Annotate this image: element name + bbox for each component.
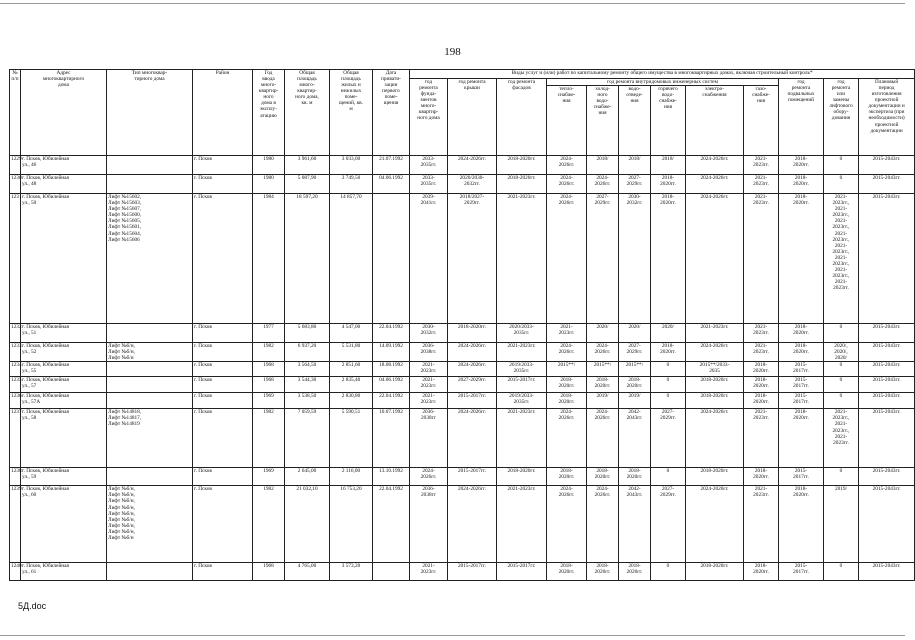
cell-hot-water: 2027- 2029гг. [651, 409, 686, 468]
cell-heat: 2024- 2026гг. [547, 409, 587, 468]
cell-foundation: 2024- 2026гг. [410, 468, 448, 486]
cell-facade: 2018-2020гг. [497, 156, 547, 175]
cell-address: г. Псков, Юбилейная ул., 57А [21, 393, 107, 409]
cell-res-area: 14 857,70 [330, 194, 373, 324]
cell-number: 1232 [10, 324, 21, 343]
cell-elevator: 0 [824, 156, 859, 175]
cell-foundation: 2030- 2032гг. [410, 324, 448, 343]
col-no-header: № п/п [10, 70, 21, 156]
table-row [10, 409, 915, 468]
cell-year: 1968 [253, 362, 285, 377]
cell-electric: 2024-2026гг. [686, 194, 744, 324]
col-heat-header: тепло- снабже- ния [547, 86, 587, 156]
col-privat-date-header: Дата привати- зации первого поме- щения [373, 70, 410, 156]
cell-elevator: 2021- 2023гг., 2021- 2023гг., 2021- 2023гг. [824, 409, 859, 468]
cell-gas: 2021- 2023гг. [744, 343, 779, 362]
cell-privat-date [373, 194, 410, 324]
cell-foundation: 2021- 2023гг. [410, 362, 448, 377]
cell-number: 1238 [10, 468, 21, 486]
cell-cold-water: 2018- 2020гг. [587, 563, 619, 581]
cell-year: 1977 [253, 324, 285, 343]
cell-total-area: 3 961,60 [285, 156, 330, 175]
cell-address: г. Псков, Юбилейная ул., 60 [21, 486, 107, 563]
cell-foundation: 2036- 2038гг [410, 486, 448, 563]
cell-house-type [107, 393, 193, 409]
cell-facade: 2015-2017гг. [497, 563, 547, 581]
cell-res-area: 2 116,00 [330, 468, 373, 486]
cell-drainage: 2027- 2029гг. [619, 343, 651, 362]
cell-hot-water: 0 [651, 393, 686, 409]
cell-house-type [107, 324, 193, 343]
cell-year: 1982 [253, 343, 285, 362]
cell-drainage: 2015**/ [619, 362, 651, 377]
cell-house-type: Лифт №15602, Лифт №15603, Лифт №15607, Лифт №15600, Лифт №15605, Лифт №15601, Лифт №15604, Лифт №15606 [107, 194, 193, 324]
cell-facade: 2021-2023гг. [497, 486, 547, 563]
cell-number: 1239 [10, 486, 21, 563]
cell-address: г. Псков, Юбилейная ул., 46 [21, 156, 107, 175]
cell-year: 1982 [253, 486, 285, 563]
cell-electric: 2024-2026гг. [686, 343, 744, 362]
cell-planned: 2015-2043гг. [859, 324, 915, 343]
cell-roof: 2020/2030- 2032гг. [448, 175, 497, 194]
table-row [10, 362, 915, 377]
cell-res-area: 3 749,50 [330, 175, 373, 194]
cell-heat: 2024- 2026гг. [547, 343, 587, 362]
cell-privat-date [373, 563, 410, 581]
cell-year: 1980 [253, 156, 285, 175]
cell-planned: 2015-2043гг. [859, 486, 915, 563]
systems-group-header: год ремонта внутридомовых инженерных систем [547, 79, 779, 86]
cell-electric: 2015**/2033- 2035 [686, 362, 744, 377]
cell-basement: 2018- 2020гг. [779, 486, 824, 563]
cell-electric: 2024-2026гг. [686, 156, 744, 175]
cell-basement: 2015- 2017гг. [779, 377, 824, 393]
cell-cold-water: 2027- 2029гг. [587, 194, 619, 324]
cell-cold-water: 2024- 2026гг. [587, 486, 619, 563]
capital-repair-table [9, 69, 915, 581]
cell-gas: 2021- 2023гг. [744, 194, 779, 324]
cell-district: г. Псков [193, 377, 253, 393]
cell-planned: 2015-2043гг. [859, 194, 915, 324]
cell-house-type [107, 563, 193, 581]
cell-cold-water: 2024- 2026гг. [587, 175, 619, 194]
cell-electric: 2018-2020гг. [686, 563, 744, 581]
cell-hot-water: 2018- 2020гг. [651, 194, 686, 324]
col-gas-header: газо- снабже- ния [744, 86, 779, 156]
cell-res-area: 3 033,00 [330, 156, 373, 175]
cell-roof: 2024-2026гг. [448, 486, 497, 563]
col-planned-header: Плановый период изготовления проектной документации и экспертиза (при необходимости) проектной документации [859, 79, 915, 156]
cell-drainage: 2042- 2043гг. [619, 486, 651, 563]
cell-planned: 2015-2043гг. [859, 343, 915, 362]
col-cold-water-header: холод- ного водо- снабже- ния [587, 86, 619, 156]
cell-cold-water: 2024- 2026гг. [587, 409, 619, 468]
cell-basement: 2018- 2020гг. [779, 343, 824, 362]
cell-facade: 2018-2020гг. [497, 468, 547, 486]
cell-total-area: 21 032,10 [285, 486, 330, 563]
cell-number: 1235 [10, 377, 21, 393]
cell-planned: 2015-2043гг. [859, 362, 915, 377]
cell-total-area: 5 087,90 [285, 175, 330, 194]
col-foundation-header: год ремонта фунда- ментов много- квартир- ного дома [410, 79, 448, 156]
cell-total-area: 3 538,50 [285, 393, 330, 409]
cell-roof: 2024-2026гг. [448, 409, 497, 468]
cell-address: г. Псков, Юбилейная ул., 51 [21, 324, 107, 343]
cell-facade: 2021-2023гг. [497, 409, 547, 468]
table-row [10, 563, 915, 581]
cell-drainage: 2042- 2043гг. [619, 409, 651, 468]
cell-roof: 2015-2017гг. [448, 393, 497, 409]
cell-cold-water: 2019/ [587, 393, 619, 409]
cell-elevator: 0 [824, 175, 859, 194]
col-total-area-header: Общая площадь много- квартир- ного дома, кв. м [285, 70, 330, 156]
cell-address: г. Псков, Юбилейная ул., 55 [21, 362, 107, 377]
cell-cold-water: 2024- 2026гг. [587, 343, 619, 362]
cell-privat-date: 04.06.1992 [373, 175, 410, 194]
cell-privat-date: 21.07.1992 [373, 156, 410, 175]
cell-year: 1984 [253, 194, 285, 324]
cell-district: г. Псков [193, 175, 253, 194]
cell-house-type: Лифт №б/н, Лифт №б/н, Лифт №б/н [107, 343, 193, 362]
cell-district: г. Псков [193, 362, 253, 377]
cell-electric: 2024-2026гг. [686, 175, 744, 194]
cell-gas: 2021- 2023гг. [744, 324, 779, 343]
cell-number: 1237 [10, 409, 21, 468]
cell-drainage: 2018/ [619, 156, 651, 175]
table-row [10, 194, 915, 324]
cell-foundation: 2033- 2035гг. [410, 156, 448, 175]
cell-district: г. Псков [193, 343, 253, 362]
cell-year: 1980 [253, 175, 285, 194]
table-row [10, 156, 915, 175]
cell-roof: 2024-2026гг. [448, 156, 497, 175]
cell-gas: 2018- 2020гг. [744, 393, 779, 409]
cell-res-area: 5 531,80 [330, 343, 373, 362]
cell-res-area: 2 851,60 [330, 362, 373, 377]
cell-hot-water: 0 [651, 377, 686, 393]
cell-electric: 2018-2020гг. [686, 393, 744, 409]
col-house-type-header: Тип многоквар- тирного дома [107, 70, 193, 156]
cell-elevator: 0 [824, 468, 859, 486]
cell-facade: 2019/2033- 2035гг. [497, 393, 547, 409]
cell-total-area: 7 059,59 [285, 409, 330, 468]
cell-facade: 2015-2017гг. [497, 377, 547, 393]
cell-number: 1231 [10, 194, 21, 324]
cell-elevator: 0 [824, 362, 859, 377]
cell-district: г. Псков [193, 563, 253, 581]
cell-elevator: 2019/ [824, 486, 859, 563]
cell-address: г. Псков, Юбилейная ул., 50 [21, 194, 107, 324]
cell-hot-water: 2020/ [651, 324, 686, 343]
cell-privat-date: 04.06.1992 [373, 377, 410, 393]
cell-heat: 2024- 2026гг. [547, 486, 587, 563]
cell-facade: 2021-2023гг. [497, 343, 547, 362]
cell-foundation: 2039- 2041гг. [410, 194, 448, 324]
cell-hot-water: 0 [651, 468, 686, 486]
cell-hot-water: 2027- 2029гг. [651, 486, 686, 563]
cell-foundation: 2036- 2038гг [410, 409, 448, 468]
cell-total-area: 18 597,20 [285, 194, 330, 324]
cell-number: 1240 [10, 563, 21, 581]
cell-gas: 2021- 2023гг. [744, 156, 779, 175]
cell-elevator: 2020/, 2020/, 2020/ [824, 343, 859, 362]
cell-cold-water: 2020/ [587, 324, 619, 343]
cell-elevator: 0 [824, 563, 859, 581]
cell-foundation: 2021- 2023гг. [410, 563, 448, 581]
cell-address: г. Псков, Юбилейная ул., 61 [21, 563, 107, 581]
cell-heat: 2018- 2020гг. [547, 468, 587, 486]
cell-number: 1234 [10, 362, 21, 377]
cell-heat: 2018- 2020гг. [547, 377, 587, 393]
cell-heat: 2018- 2020гг. [547, 563, 587, 581]
cell-facade: 2018-2020гг. [497, 175, 547, 194]
cell-facade: 2019/2033- 2035гг. [497, 362, 547, 377]
cell-number: 1236 [10, 393, 21, 409]
cell-house-type [107, 377, 193, 393]
cell-roof: 2027-2029гг. [448, 377, 497, 393]
cell-year: 1982 [253, 409, 285, 468]
cell-year: 1968 [253, 563, 285, 581]
cell-privat-date: 22.04.1992 [373, 486, 410, 563]
works-group-header: Виды услуг и (или) работ по капитальному ремонту общего имущества в многоквартирных домах, включая строительный контроль* [410, 70, 915, 79]
cell-hot-water: 0 [651, 563, 686, 581]
table-row [10, 486, 915, 563]
table-row [10, 324, 915, 343]
cell-address: г. Псков, Юбилейная ул., 57 [21, 377, 107, 393]
col-res-area-header: Общая площадь жилых и нежилых поме- щений, кв. м [330, 70, 373, 156]
cell-district: г. Псков [193, 409, 253, 468]
cell-basement: 2015- 2017гг. [779, 563, 824, 581]
cell-cold-water: 2018- 2020гг. [587, 377, 619, 393]
col-facade-header: год ремонта фасадов [497, 79, 547, 156]
cell-res-area: 3 573,20 [330, 563, 373, 581]
table-row [10, 468, 915, 486]
cell-year: 1968 [253, 377, 285, 393]
cell-hot-water: 2018- 2020гг. [651, 175, 686, 194]
col-elevator-header: год ремонта или замены лифтового обору- дования [824, 79, 859, 156]
cell-res-area: 2 835,40 [330, 377, 373, 393]
table-body [10, 156, 915, 581]
cell-heat: 2021- 2023гг. [547, 324, 587, 343]
cell-gas: 2021- 2023гг. [744, 175, 779, 194]
cell-gas: 2021- 2023гг. [744, 486, 779, 563]
col-electric-header: электро- снабжения [686, 86, 744, 156]
cell-cold-water: 2018/ [587, 156, 619, 175]
cell-drainage: 2018- 2020гг. [619, 563, 651, 581]
cell-house-type [107, 156, 193, 175]
col-roof-header: год ремонта крыши [448, 79, 497, 156]
col-district-header: Район [193, 70, 253, 156]
cell-heat: 2024- 2026гг. [547, 156, 587, 175]
cell-number: 1230 [10, 175, 21, 194]
cell-drainage: 2020/ [619, 324, 651, 343]
cell-elevator: 0 [824, 324, 859, 343]
cell-elevator: 0 [824, 377, 859, 393]
cell-district: г. Псков [193, 468, 253, 486]
col-address-header: Адрес многоквартирного дома [21, 70, 107, 156]
cell-total-area: 6 937,20 [285, 343, 330, 362]
cell-gas: 2018- 2020гг. [744, 362, 779, 377]
cell-address: г. Псков, Юбилейная ул., 48 [21, 175, 107, 194]
cell-hot-water: 2018/ [651, 156, 686, 175]
cell-privat-date: 10.07.1992 [373, 409, 410, 468]
table-row [10, 377, 915, 393]
cell-cold-water: 2015**/ [587, 362, 619, 377]
cell-privat-date: 18.08.1992 [373, 362, 410, 377]
col-drainage-header: водо- отведе- ния [619, 86, 651, 156]
cell-district: г. Псков [193, 324, 253, 343]
cell-hot-water: 2018- 2020гг. [651, 343, 686, 362]
table-row [10, 175, 915, 194]
cell-address: г. Псков, Юбилейная ул., 52 [21, 343, 107, 362]
cell-total-area: 5 683,80 [285, 324, 330, 343]
cell-house-type [107, 175, 193, 194]
scan-edge-bottom [0, 635, 905, 636]
cell-gas: 2021- 2023гг. [744, 409, 779, 468]
cell-res-area: 4 547,00 [330, 324, 373, 343]
cell-basement: 2018- 2020гг. [779, 156, 824, 175]
cell-basement: 2018- 2020гг. [779, 194, 824, 324]
cell-drainage: 2027- 2029гг. [619, 175, 651, 194]
cell-res-area: 5 590,51 [330, 409, 373, 468]
file-name: 5Д.doc [18, 601, 47, 611]
cell-drainage: 2019/ [619, 393, 651, 409]
cell-drainage: 2018- 2020гг. [619, 377, 651, 393]
cell-facade: 2021-2023гг. [497, 194, 547, 324]
cell-heat: 2024- 2026гг. [547, 175, 587, 194]
cell-district: г. Псков [193, 393, 253, 409]
cell-elevator: 2021- 2023гг., 2021- 2023гг., 2021- 2023гг., 2021- 2023гг., 2021- 2023гг., 2021- 2023гг., 2021- 2023гг., 2021- 2023гг. [824, 194, 859, 324]
cell-roof: 2015-2017гг. [448, 468, 497, 486]
cell-heat: 2024- 2026гг. [547, 194, 587, 324]
cell-privat-date: 14.09.1992 [373, 343, 410, 362]
cell-hot-water: 0 [651, 362, 686, 377]
cell-address: г. Псков, Юбилейная ул., 59 [21, 468, 107, 486]
col-basement-header: год ремонта подвальных помещений [779, 79, 824, 156]
cell-basement: 2018- 2020гг. [779, 175, 824, 194]
cell-planned: 2015-2043гг. [859, 175, 915, 194]
cell-basement: 2018- 2020гг. [779, 409, 824, 468]
cell-address: г. Псков, Юбилейная ул., 58 [21, 409, 107, 468]
cell-district: г. Псков [193, 486, 253, 563]
cell-roof: 2024-2026гг. [448, 362, 497, 377]
cell-house-type: Лифт №б/н, Лифт №б/н, Лифт №б/н, Лифт №б/н, Лифт №б/н, Лифт №б/н, Лифт №б/н, Лифт №б/н, Лифт №б/н [107, 486, 193, 563]
cell-gas: 2018- 2020гг. [744, 377, 779, 393]
cell-foundation: 2033- 2035гг. [410, 175, 448, 194]
table-row [10, 393, 915, 409]
cell-drainage: 2030- 2032гг. [619, 194, 651, 324]
cell-foundation: 2021- 2023гг. [410, 393, 448, 409]
cell-roof: 2018-2020гг. [448, 324, 497, 343]
cell-house-type [107, 468, 193, 486]
col-year-header: Год ввода много- квартир- ного дома в эксплу- атацию [253, 70, 285, 156]
cell-privat-date: 22.04.1992 [373, 393, 410, 409]
cell-roof: 2024-2026гг. [448, 343, 497, 362]
cell-planned: 2015-2043гг. [859, 377, 915, 393]
cell-foundation: 2021- 2023гг. [410, 377, 448, 393]
page-number: 198 [444, 46, 461, 58]
cell-cold-water: 2018- 2020гг. [587, 468, 619, 486]
cell-planned: 2015-2043гг. [859, 468, 915, 486]
cell-electric: 2021-2023гг. [686, 324, 744, 343]
cell-year: 1969 [253, 468, 285, 486]
cell-total-area: 2 645,00 [285, 468, 330, 486]
cell-facade: 2020/2033- 2035гг. [497, 324, 547, 343]
cell-res-area: 2 830,80 [330, 393, 373, 409]
table-header [10, 70, 915, 156]
cell-planned: 2015-2043гг. [859, 156, 915, 175]
col-hot-water-header: горячего водо- снабже- ния [651, 86, 686, 156]
cell-electric: 2024-2026гг. [686, 409, 744, 468]
scan-edge-top [0, 3, 905, 4]
cell-roof: 2018/2027- 2029гг. [448, 194, 497, 324]
cell-house-type: Лифт №14818, Лифт №14817, Лифт №14819 [107, 409, 193, 468]
cell-house-type [107, 362, 193, 377]
cell-total-area: 3 544,30 [285, 377, 330, 393]
cell-total-area: 3 564,50 [285, 362, 330, 377]
cell-privat-date: 22.04.1992 [373, 324, 410, 343]
cell-drainage: 2018- 2020гг. [619, 468, 651, 486]
cell-district: г. Псков [193, 156, 253, 175]
cell-number: 1233 [10, 343, 21, 362]
cell-heat: 2018- 2020гг. [547, 393, 587, 409]
cell-basement: 2015- 2017гг. [779, 393, 824, 409]
cell-heat: 2015**/ [547, 362, 587, 377]
cell-electric: 2018-2020гг. [686, 468, 744, 486]
cell-planned: 2015-2043гг. [859, 409, 915, 468]
cell-basement: 2015- 2017гг. [779, 468, 824, 486]
cell-district: г. Псков [193, 194, 253, 324]
cell-privat-date: 13.10.1992 [373, 468, 410, 486]
cell-total-area: 4 765,00 [285, 563, 330, 581]
cell-elevator: 0 [824, 393, 859, 409]
cell-year: 1969 [253, 393, 285, 409]
cell-electric: 2024-2026гг. [686, 486, 744, 563]
table-row [10, 343, 915, 362]
cell-foundation: 2036- 2038гг. [410, 343, 448, 362]
cell-basement: 2015- 2017гг. [779, 362, 824, 377]
cell-gas: 2018- 2020гг. [744, 468, 779, 486]
cell-basement: 2018- 2020гг. [779, 324, 824, 343]
cell-number: 1229 [10, 156, 21, 175]
cell-planned: 2015-2043гг. [859, 393, 915, 409]
cell-res-area: 16 753,20 [330, 486, 373, 563]
cell-electric: 2018-2020гг. [686, 377, 744, 393]
cell-gas: 2018- 2020гг. [744, 563, 779, 581]
cell-planned: 2015-2043гг. [859, 563, 915, 581]
cell-roof: 2015-2017гг. [448, 563, 497, 581]
